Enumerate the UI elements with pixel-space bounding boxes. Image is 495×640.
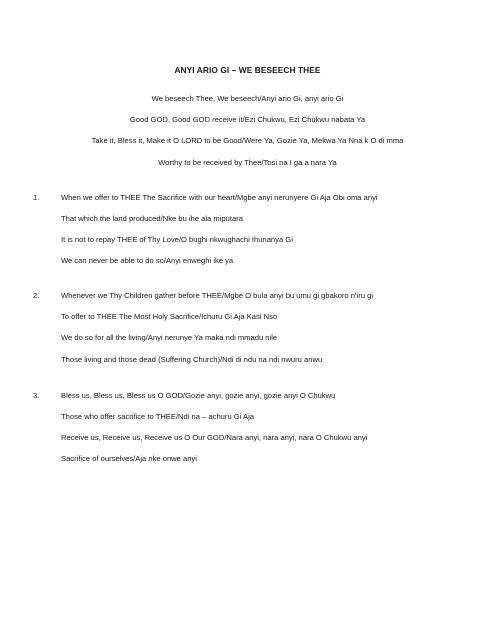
intro-line-2: Good GOD, Good GOD receive it/Ezi Chukwu, Ezi Chukwu nabata Ya [129,115,366,124]
verse-2-line-1: Whenever we Thy Children gather before THEE/Mgbe O bula anyi bu umu gi gbakoro n’iru gi [61,291,374,300]
verse-1-line-2: That which the land produced/Nke bu ihe ala miputara [61,214,243,223]
verse-3-number: 3. [33,391,40,400]
verse-1-line-4: We can never be able to do so/Anyi enweghi ike ya [61,256,234,265]
verse-3-line-4: Sacrifice of ourselves/Aja nke onwe anyi [61,454,197,463]
verse-1-line-1: When we offer to THEE The Sacrifice with our heart/Mgbe anyi nerunyere Gi Aja Obi oma anyi [61,193,378,202]
intro-line-4: Worthy to be received by Thee/Tosi na I ga a nara Ya [158,158,337,167]
verse-2-line-4: Those living and those dead (Suffering Church)/Ndi di ndu na ndi nwuru anwu [61,355,323,364]
verse-3-line-1: Bless us, Bless us, Bless us O GOD/Gozie anyi, gozie anyi, gozie anyi O Chukwu [61,391,336,400]
verse-3-line-2: Those who offer sacrifice to THEE/Ndi na – achuru Gi Aja [61,412,255,421]
verse-1-line-3: It is not to repay THEE of Thy Love/O bughi nkwughachi Ihunanya Gi [61,235,293,244]
intro-line-3: Take it, Bless it, Make it O LORD to be Good/Were Ya, Gozie Ya, Mekwa Ya Nna k O di mma [91,136,404,145]
verse-3-line-3: Receive us, Receive us, Receive us O Our GOD/Nara anyi, nara anyi, nara O Chukwu anyi [61,433,368,442]
page-title: ANYI ARIO GI – WE BESEECH THEE [174,65,321,75]
verse-2-line-2: To offer to THEE The Most Holy Sacrifice/Ichuru Gi Aja Kasi Nso [61,312,278,321]
intro-line-1: We beseech Thee, We beseech/Anyi ario Gi, anyi ario Gi [151,94,344,103]
verse-2-number: 2. [33,291,40,300]
verse-2-line-3: We do so for all the living/Anyi nerunye Ya maka ndi mmadu nile [61,333,278,342]
verse-1-number: 1. [33,193,40,202]
